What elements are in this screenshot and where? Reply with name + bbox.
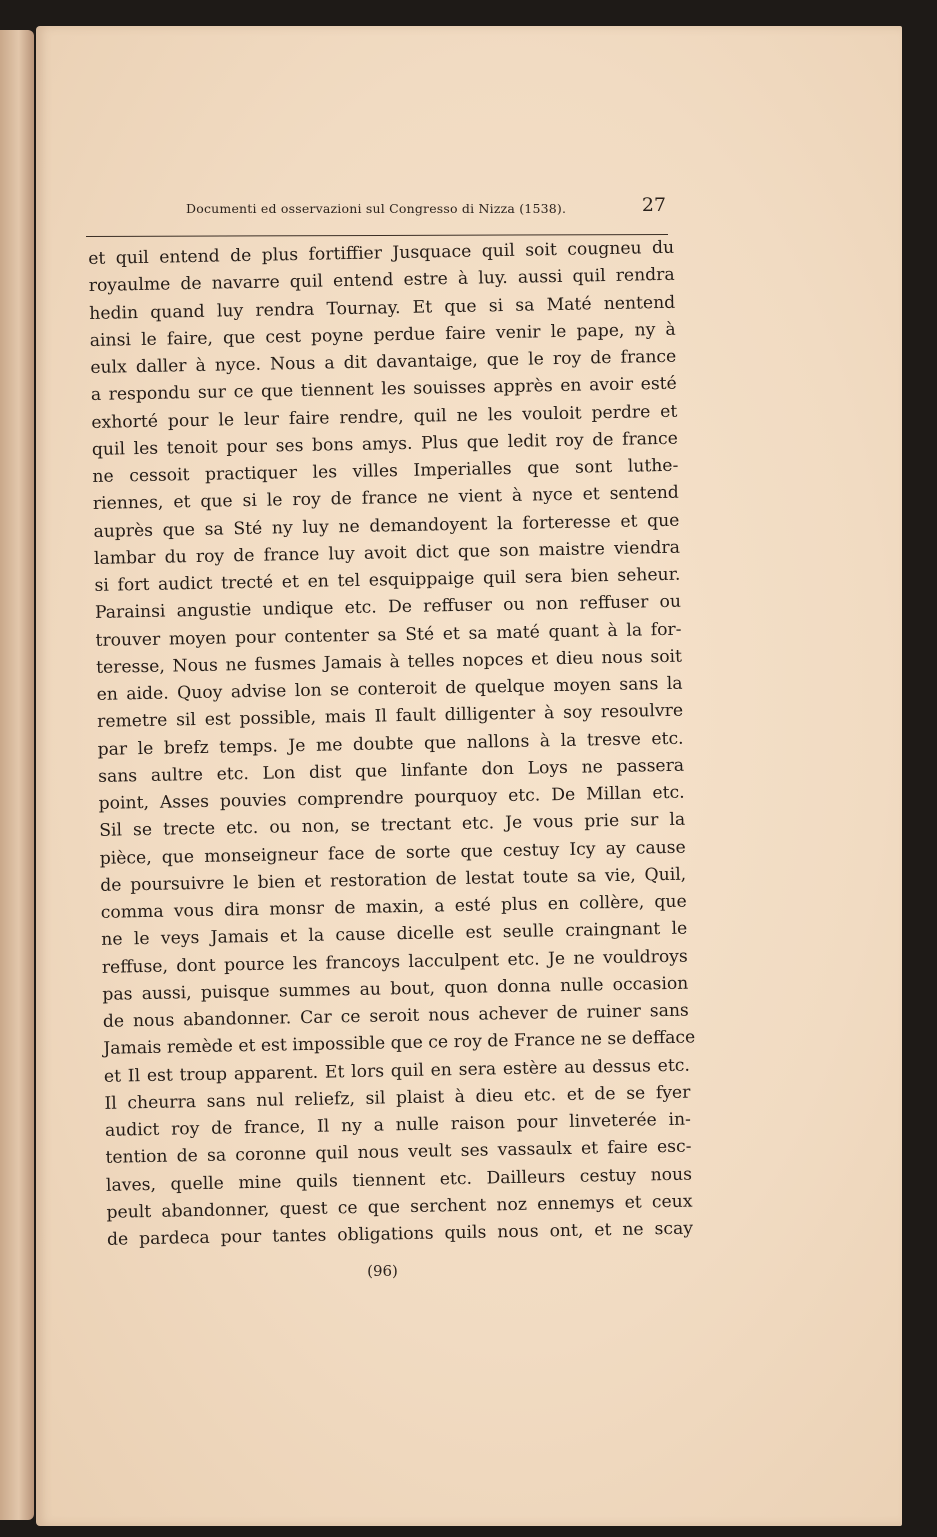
text-line: reffuse, dont pource les francoys lacculpent etc. Je ne vouldroys bbox=[101, 946, 688, 978]
text-line: peult abandonner, quest ce que serchent noz ennemys et ceux bbox=[106, 1191, 693, 1223]
text-line: point, Asses pouvies comprendre pourquoy etc. De Millan etc. bbox=[98, 782, 685, 814]
text-line: en aide. Quoy advise lon se conteroit de quelque moyen sans la bbox=[96, 673, 683, 705]
text-line: audict roy de france, Il ny a nulle raison pour linveterée in- bbox=[104, 1109, 692, 1141]
text-line: comma vous dira monsr de maxin, a esté plus en collère, que bbox=[100, 891, 687, 923]
signature-mark: (96) bbox=[367, 1262, 398, 1280]
text-line: lambar du roy de france luy avoit dict que son maistre viendra bbox=[93, 537, 681, 569]
text-line: sans aultre etc. Lon dist que linfante don Loys ne passera bbox=[97, 755, 685, 787]
text-line: par le brefz temps. Je me doubte que nallons à la tresve etc. bbox=[97, 728, 684, 760]
text-line: riennes, et que si le roy de france ne vient à nyce et sentend bbox=[92, 482, 680, 515]
text-line: de pardeca pour tantes obligations quils nous ont, et ne scay bbox=[106, 1218, 694, 1250]
text-line: teresse, Nous ne fusmes Jamais à telles nopces et dieu nous soit bbox=[95, 646, 683, 678]
text-line: pas aussi, puisque summes au bout, quon donna nulle occasion bbox=[102, 973, 689, 1005]
text-line: royaulme de navarre quil entend estre à luy. aussi quil rendra bbox=[88, 264, 675, 297]
text-line: auprès que sa Sté ny luy ne demandoyent la forteresse et que bbox=[93, 510, 680, 542]
text-line: Jamais remède et est impossible que ce roy de France ne se defface bbox=[103, 1027, 696, 1060]
text-line: laves, quelle mine quils tiennent etc. Dailleurs cestuy nous bbox=[105, 1164, 693, 1196]
text-line: de poursuivre le bien et restoration de lestat toute sa vie, Quil, bbox=[100, 864, 687, 896]
previous-page-edge bbox=[0, 30, 34, 1520]
text-line: tention de sa coronne quil nous veult ses vassaulx et faire esc- bbox=[105, 1136, 692, 1169]
text-line: hedin quand luy rendra Tournay. Et que si sa Maté nentend bbox=[89, 292, 676, 324]
text-line: a respondu sur ce que tiennent les souisses apprès en avoir esté bbox=[90, 373, 677, 406]
text-line: et quil entend de plus fortiffier Jusquace quil soit cougneu du bbox=[88, 237, 675, 269]
text-line: quil les tenoit pour ses bons amys. Plus que ledit roy de france bbox=[91, 428, 678, 460]
text-line: et Il est troup apparent. Et lors quil en sera estère au dessus etc. bbox=[103, 1055, 691, 1087]
text-line: exhorté pour le leur faire rendre, quil ne les vouloit perdre et bbox=[91, 401, 678, 433]
text-line: si fort audict trecté et en tel esquippaige quil sera bien seheur. bbox=[94, 564, 681, 596]
text-line: remetre sil est possible, mais Il fault dilligenter à soy resoulvre bbox=[96, 700, 684, 733]
text-line: ne le veys Jamais et la cause dicelle est seulle craingnant le bbox=[101, 918, 688, 951]
text-line: ainsi le faire, que cest poyne perdue faire venir le pape, ny à bbox=[89, 319, 676, 351]
page-number: 27 bbox=[641, 194, 666, 216]
body-text bbox=[88, 235, 696, 1254]
text-line: Sil se trecte etc. ou non, se trectant etc. Je vous prie sur la bbox=[99, 809, 686, 842]
text-line: pièce, que monseigneur face de sorte que cestuy Icy ay cause bbox=[99, 837, 686, 869]
text-line: Parainsi angustie undique etc. De reffuser ou non reffuser ou bbox=[94, 591, 682, 624]
text-line: de nous abandonner. Car ce seroit nous achever de ruiner sans bbox=[102, 1000, 689, 1032]
page-header bbox=[186, 190, 670, 230]
text-line: trouver moyen pour contenter sa Sté et sa maté quant à la for- bbox=[95, 619, 682, 651]
running-title: Documenti ed osservazioni sul Congresso di Nizza (1538). bbox=[186, 201, 567, 216]
text-line: eulx daller à nyce. Nous a dit davantaige, que le roy de france bbox=[90, 346, 677, 378]
text-line: ne cessoit practiquer les villes Imperialles que sont luthe- bbox=[92, 455, 679, 487]
text-line: Il cheurra sans nul reliefz, sil plaist à dieu etc. et de se fyer bbox=[104, 1082, 691, 1114]
